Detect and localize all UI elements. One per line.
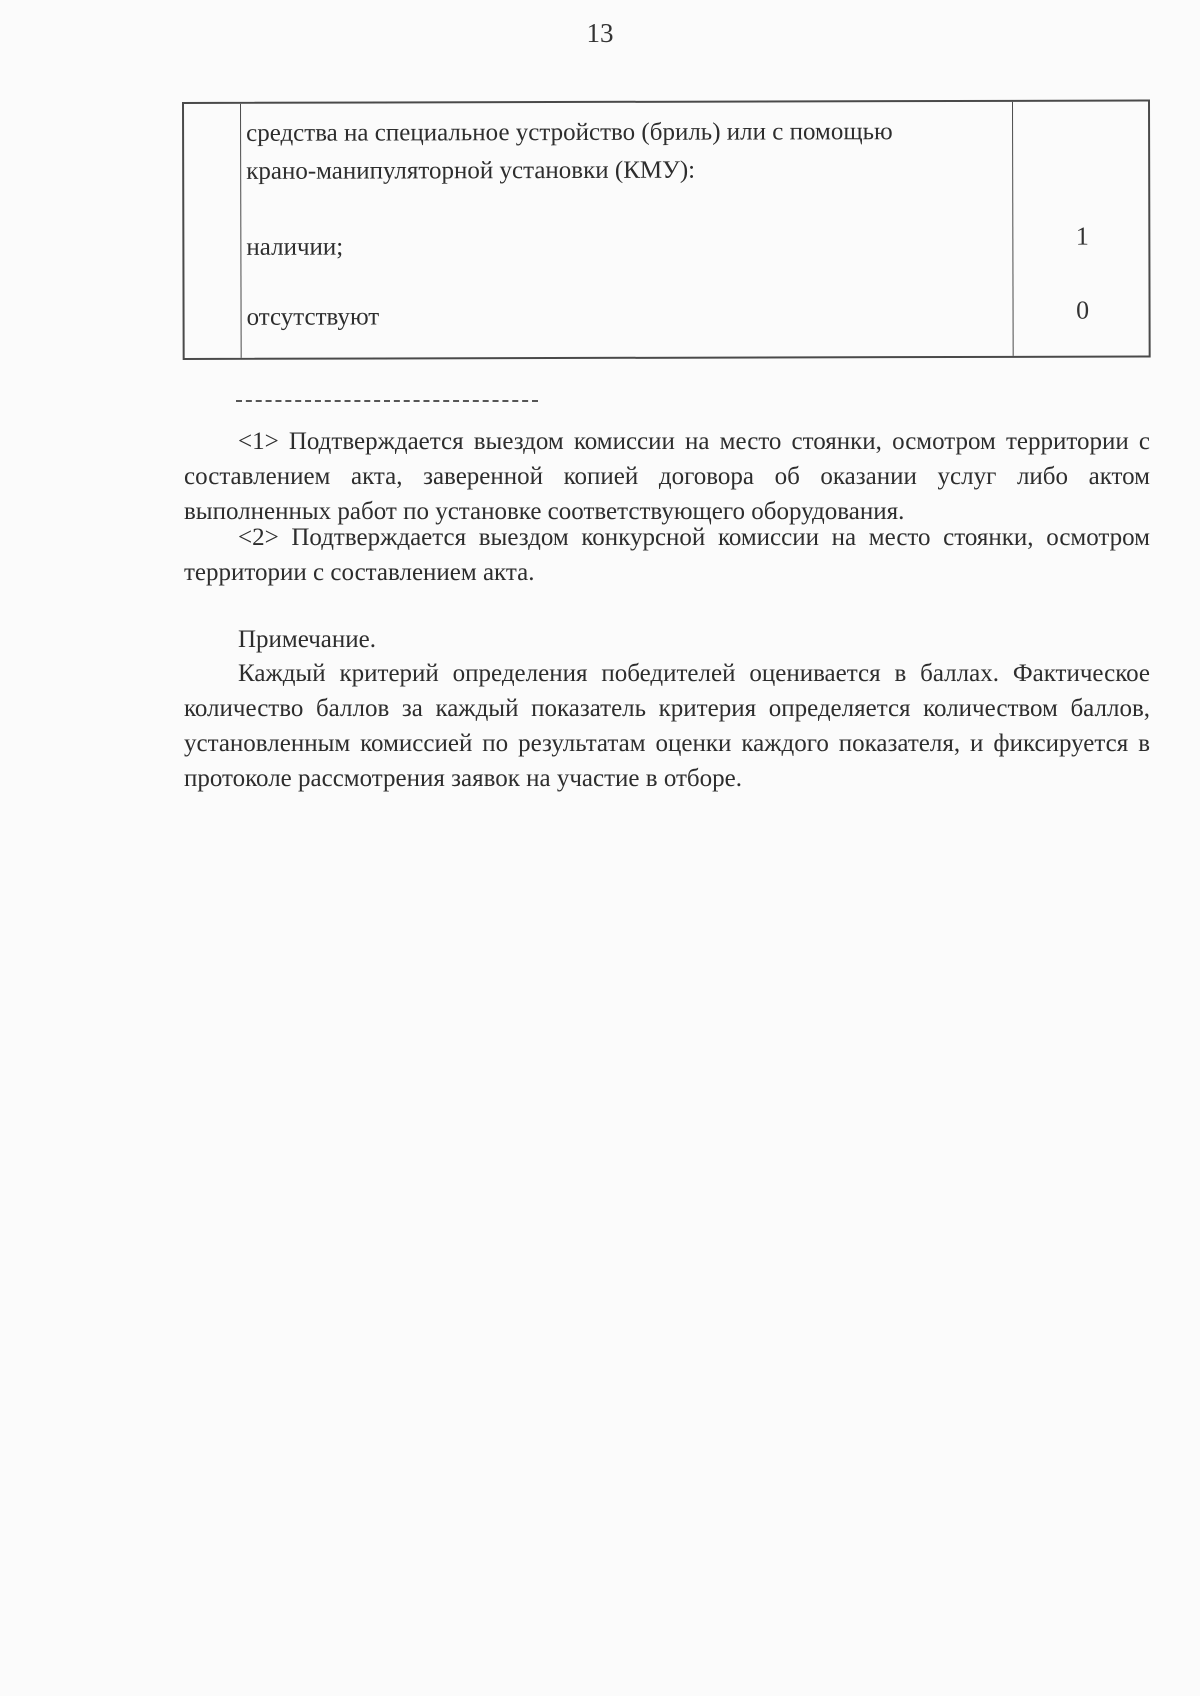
table-row-label: отсутствуют bbox=[246, 303, 380, 331]
footnote-2 bbox=[184, 520, 1150, 590]
footnote-1-text: <1> Подтверждается выездом комиссии на место стоянки, осмотром территории с составлением акта, заверенной копией договора об оказании услуг либо актом выполненных работ по установке соответствующего оборудования. bbox=[184, 428, 1150, 525]
criteria-table bbox=[182, 99, 1151, 360]
table-row-score: 0 bbox=[1076, 295, 1090, 325]
table-row-score: 1 bbox=[1075, 221, 1089, 251]
criterion-description-line-1: средства на специальное устройство (бриль) или с помощью bbox=[246, 118, 893, 147]
footnote-2-text: <2> Подтверждается выездом конкурсной комиссии на место стоянки, осмотром территории с составлением акта. bbox=[184, 524, 1150, 586]
page-number: 13 bbox=[586, 18, 614, 48]
footnote-separator bbox=[236, 400, 538, 402]
note-heading: Примечание. bbox=[238, 626, 377, 653]
note-paragraph bbox=[184, 656, 1150, 796]
criterion-description-line-2: крано-манипуляторной установки (КМУ): bbox=[246, 156, 696, 185]
note-text: Каждый критерий определения победителей оценивается в баллах. Фактическое количество баллов за каждый показатель критерия определяется количеством баллов, установленным комиссией по результатам оценки каждого показателя, и фиксируется в протоколе рассмотрения заявок на участие в отборе. bbox=[184, 660, 1150, 792]
table-row-label: наличии; bbox=[246, 233, 344, 261]
table-column-divider-left bbox=[240, 104, 242, 358]
footnote-1 bbox=[184, 424, 1150, 529]
